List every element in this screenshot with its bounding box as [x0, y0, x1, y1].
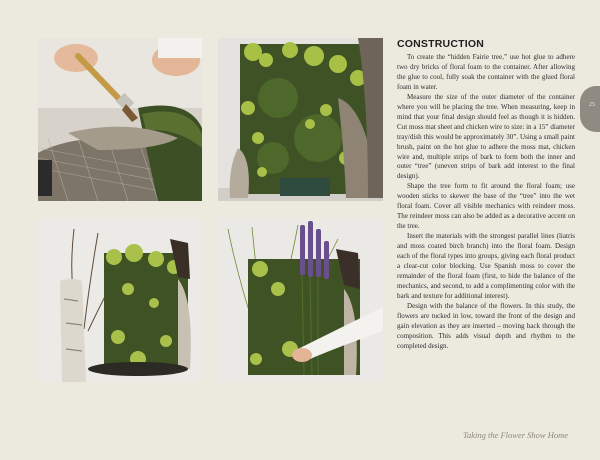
paragraph-3: Shape the tree form to fit around the floral foam; use wooden sticks to skewer the base of the “tree” into the wet floral foam. Cover all visible mechanics with reindeer moss. The reindeer moss can also be added as a decorative accent on the tree.	[397, 182, 575, 231]
photo-tree-with-branches	[38, 219, 202, 382]
photo-gluing-moss-mat	[38, 38, 202, 201]
running-footer: Taking the Flower Show Home	[463, 430, 568, 440]
photo-moss-tree-form	[218, 38, 383, 201]
photo-tree-form-illustration	[218, 38, 383, 201]
paragraph-5: Design with the balance of the flowers. In this study, the flowers are tucked in low, toward the front of the design and gain elevation as they are inserted – moving back through the composition. This adds visual depth and rhythm to the completed design.	[397, 301, 575, 350]
photo-branches-illustration	[38, 219, 202, 382]
page-tab	[580, 86, 600, 132]
page-number: 25	[589, 102, 595, 108]
article-column	[397, 38, 575, 352]
paragraph-1: To create the “hidden Fairie tree,” use hot glue to adhere two dry bricks of floral foam to the container. After allowing the glue to cool, fully soak the container with the glued floral foam in water.	[397, 53, 575, 91]
paragraph-4: Insert the materials with the strongest parallel lines (liatris and moss coated birch branch) into the floral foam. Design each of the floral types into groups, giving each floral product a clear-cut color blocking. Use Spanish moss to cover the remainder of the floral foam (first, to hide the balance of the mechanics, and second, to add a complimenting color with the bark and texture for additional interest).	[397, 232, 575, 300]
photo-liatris-illustration	[218, 219, 383, 382]
section-heading: CONSTRUCTION	[397, 38, 484, 50]
photo-gluing-illustration	[38, 38, 202, 201]
paragraph-2: Measure the size of the outer diameter of the container where you will be placing the tree. When measuring, keep in mind that your final design should feel as though it is hidden. Cut moss mat sheet and chicken wire to size: in a 15” diameter tray/dish this would be approximately 30”. Using a small paint brush, paint on the hot glue to adhere the moss mat, chicken wire and, multiple strips of bark to form both the inner and outer “tree” (uneven strips of bark add interest to the final design).	[397, 92, 575, 181]
photo-inserting-liatris	[218, 219, 383, 382]
